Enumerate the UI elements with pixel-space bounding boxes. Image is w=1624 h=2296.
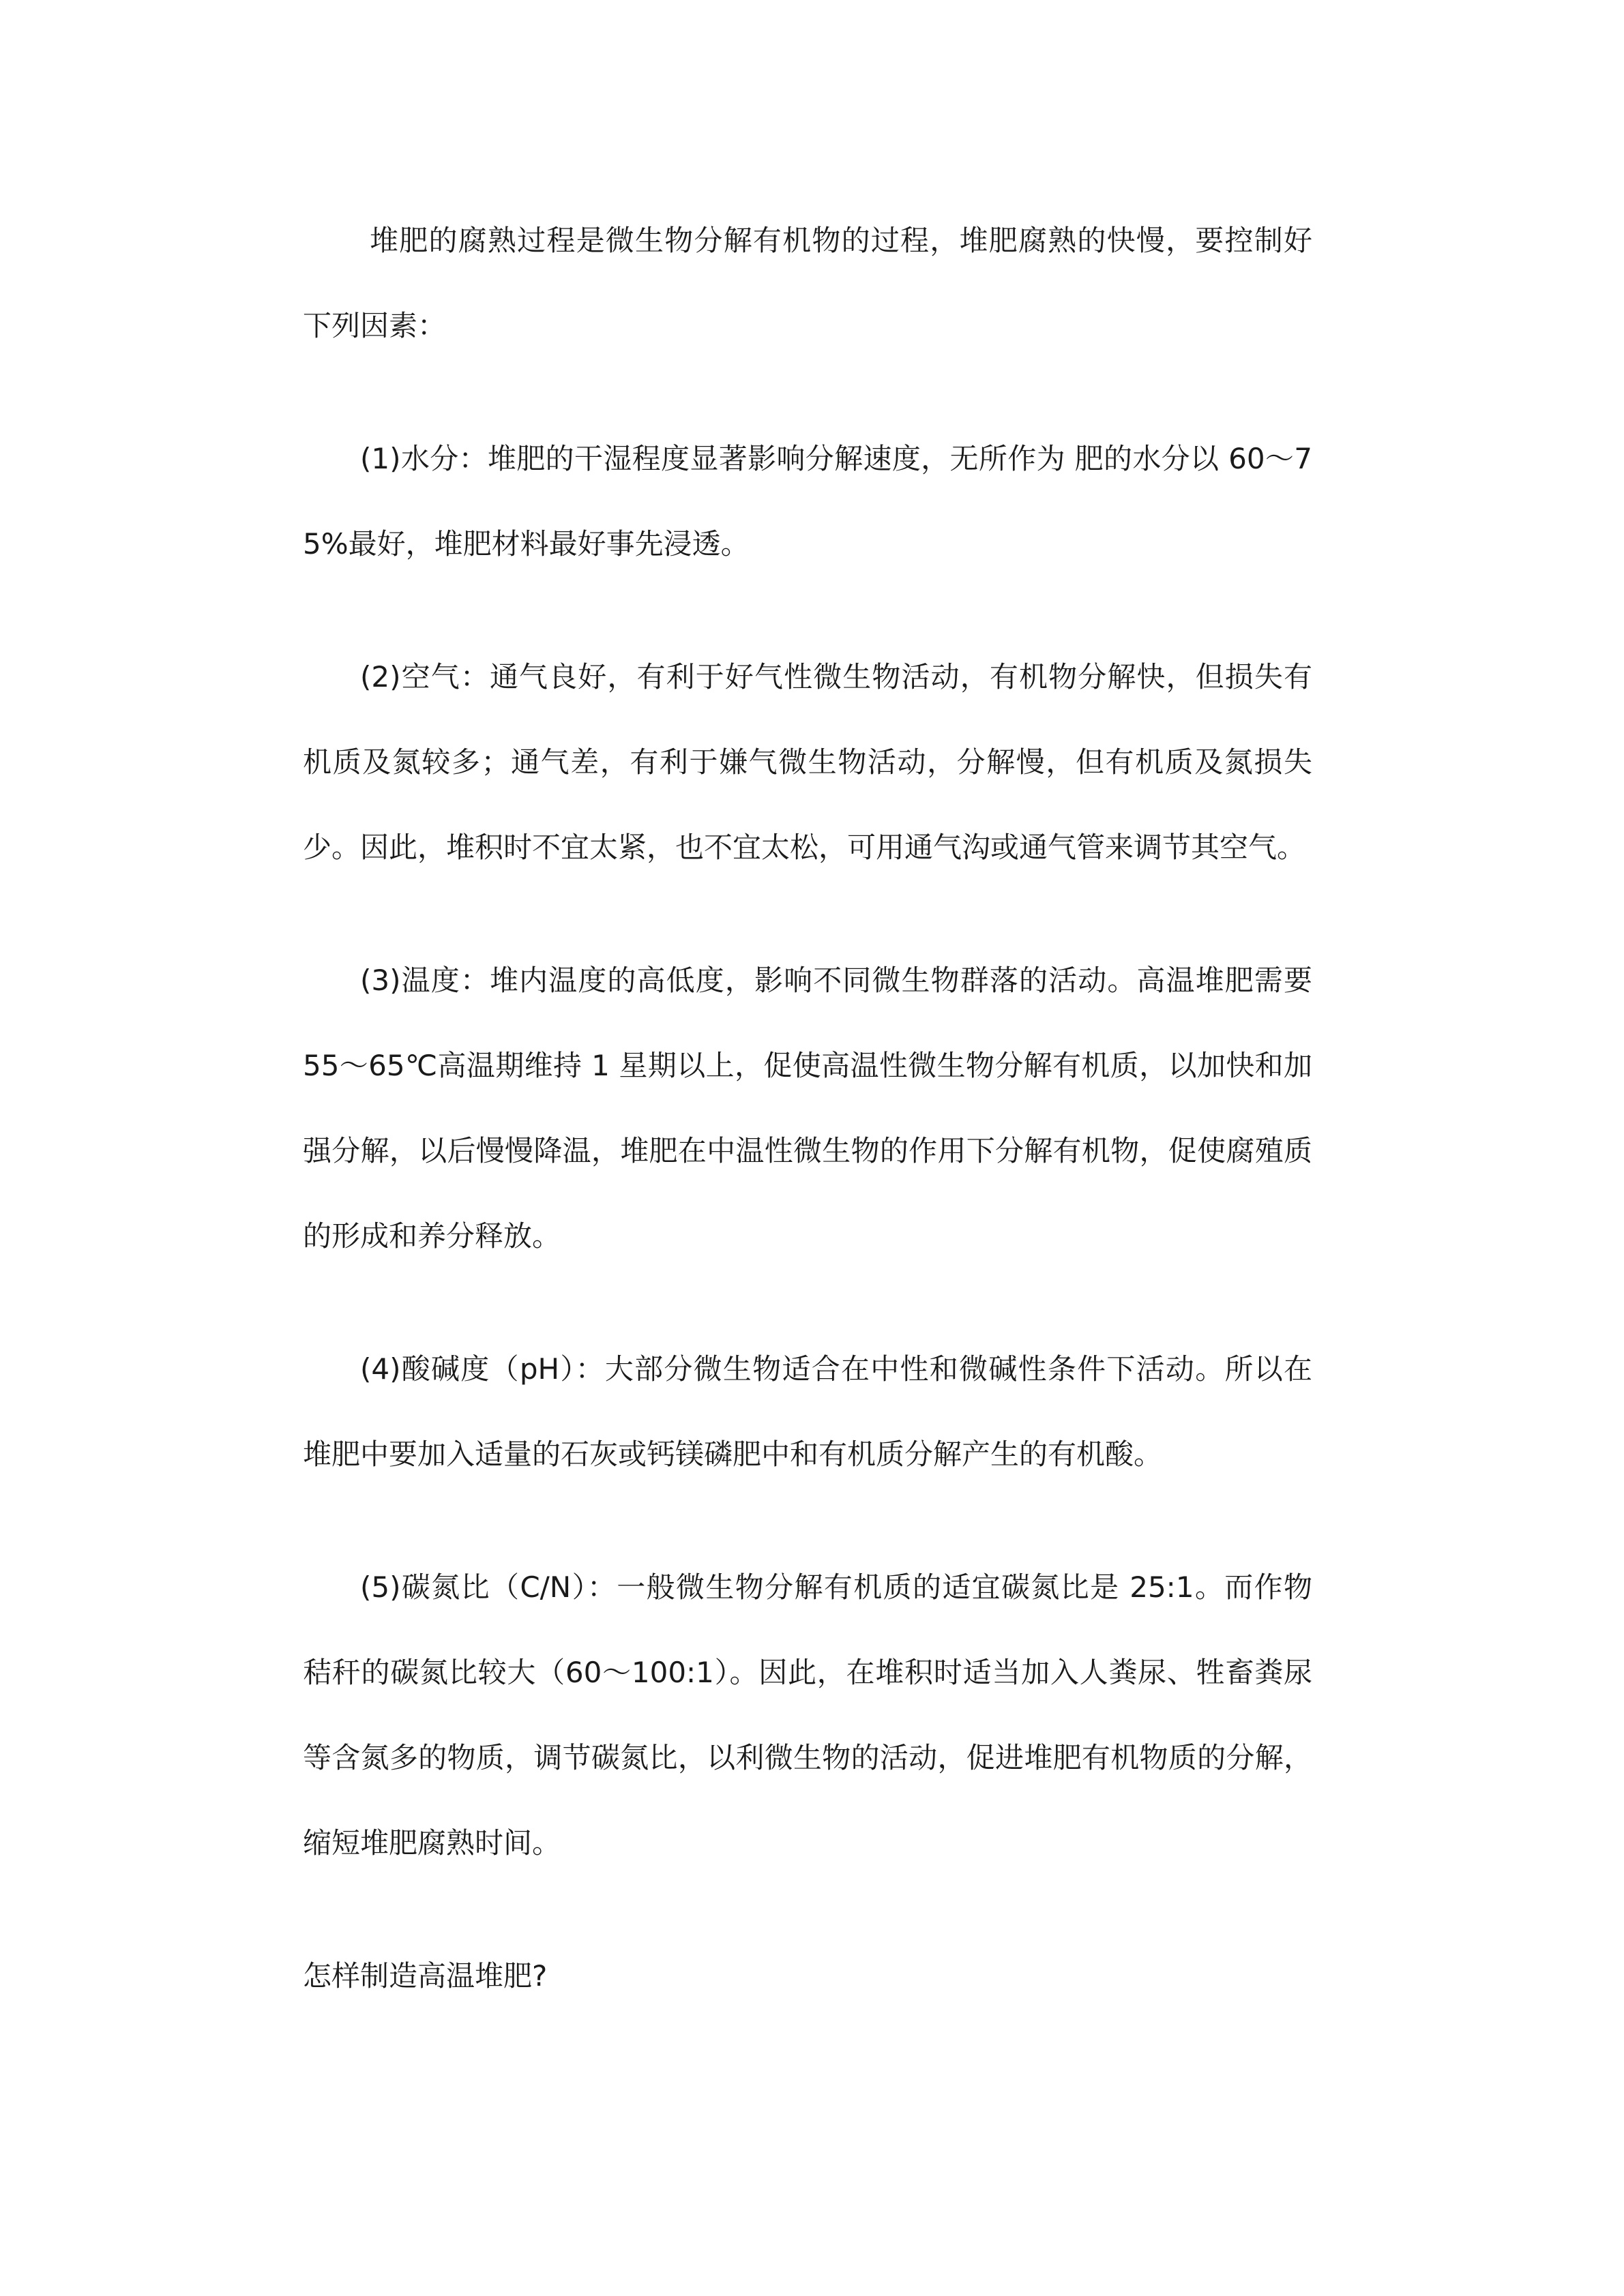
intro-paragraph: 堆肥的腐熟过程是微生物分解有机物的过程，堆肥腐熟的快慢，要控制好下列因素：: [303, 224, 1312, 342]
factor-ph-paragraph: (4)酸碱度（pH）：大部分微生物适合在中性和微碱性条件下活动。所以在堆肥中要加入适量的石灰或钙镁磷肥中和有机质分解产生的有机酸。: [303, 1352, 1312, 1471]
document-body: [303, 198, 1312, 2018]
factor-cn-ratio-paragraph: (5)碳氮比（C/N）：一般微生物分解有机质的适宜碳氮比是 25:1。而作物秸秆的碳氮比较大（60～100:1）。因此，在堆积时适当加入人粪尿、牲畜粪尿等含氮多的物质，调节碳氮比，以利微生物的活动，促进堆肥有机物质的分解，缩短堆肥腐熟时间。: [303, 1570, 1312, 1860]
section-question-heading: 怎样制造高温堆肥?: [303, 1959, 548, 1993]
factor-water-paragraph: (1)水分：堆肥的干湿程度显著影响分解速度，无所作为 肥的水分以 60～75%最好，堆肥材料最好事先浸透。: [303, 442, 1312, 561]
factor-air-paragraph: (2)空气：通气良好，有利于好气性微生物活动，有机物分解快，但损失有机质及氮较多；通气差，有利于嫌气微生物活动，分解慢，但有机质及氮损失少。因此，堆积时不宜太紧，也不宜太松，可用通气沟或通气管来调节其空气。: [303, 660, 1312, 864]
factor-temperature-paragraph: (3)温度：堆内温度的高低度，影响不同微生物群落的活动。高温堆肥需要 55～65℃高温期维持 1 星期以上，促使高温性微生物分解有机质，以加快和加强分解，以后慢慢降温，堆肥在中温性微生物的作用下分解有机物，促使腐殖质的形成和养分释放。: [303, 964, 1312, 1253]
